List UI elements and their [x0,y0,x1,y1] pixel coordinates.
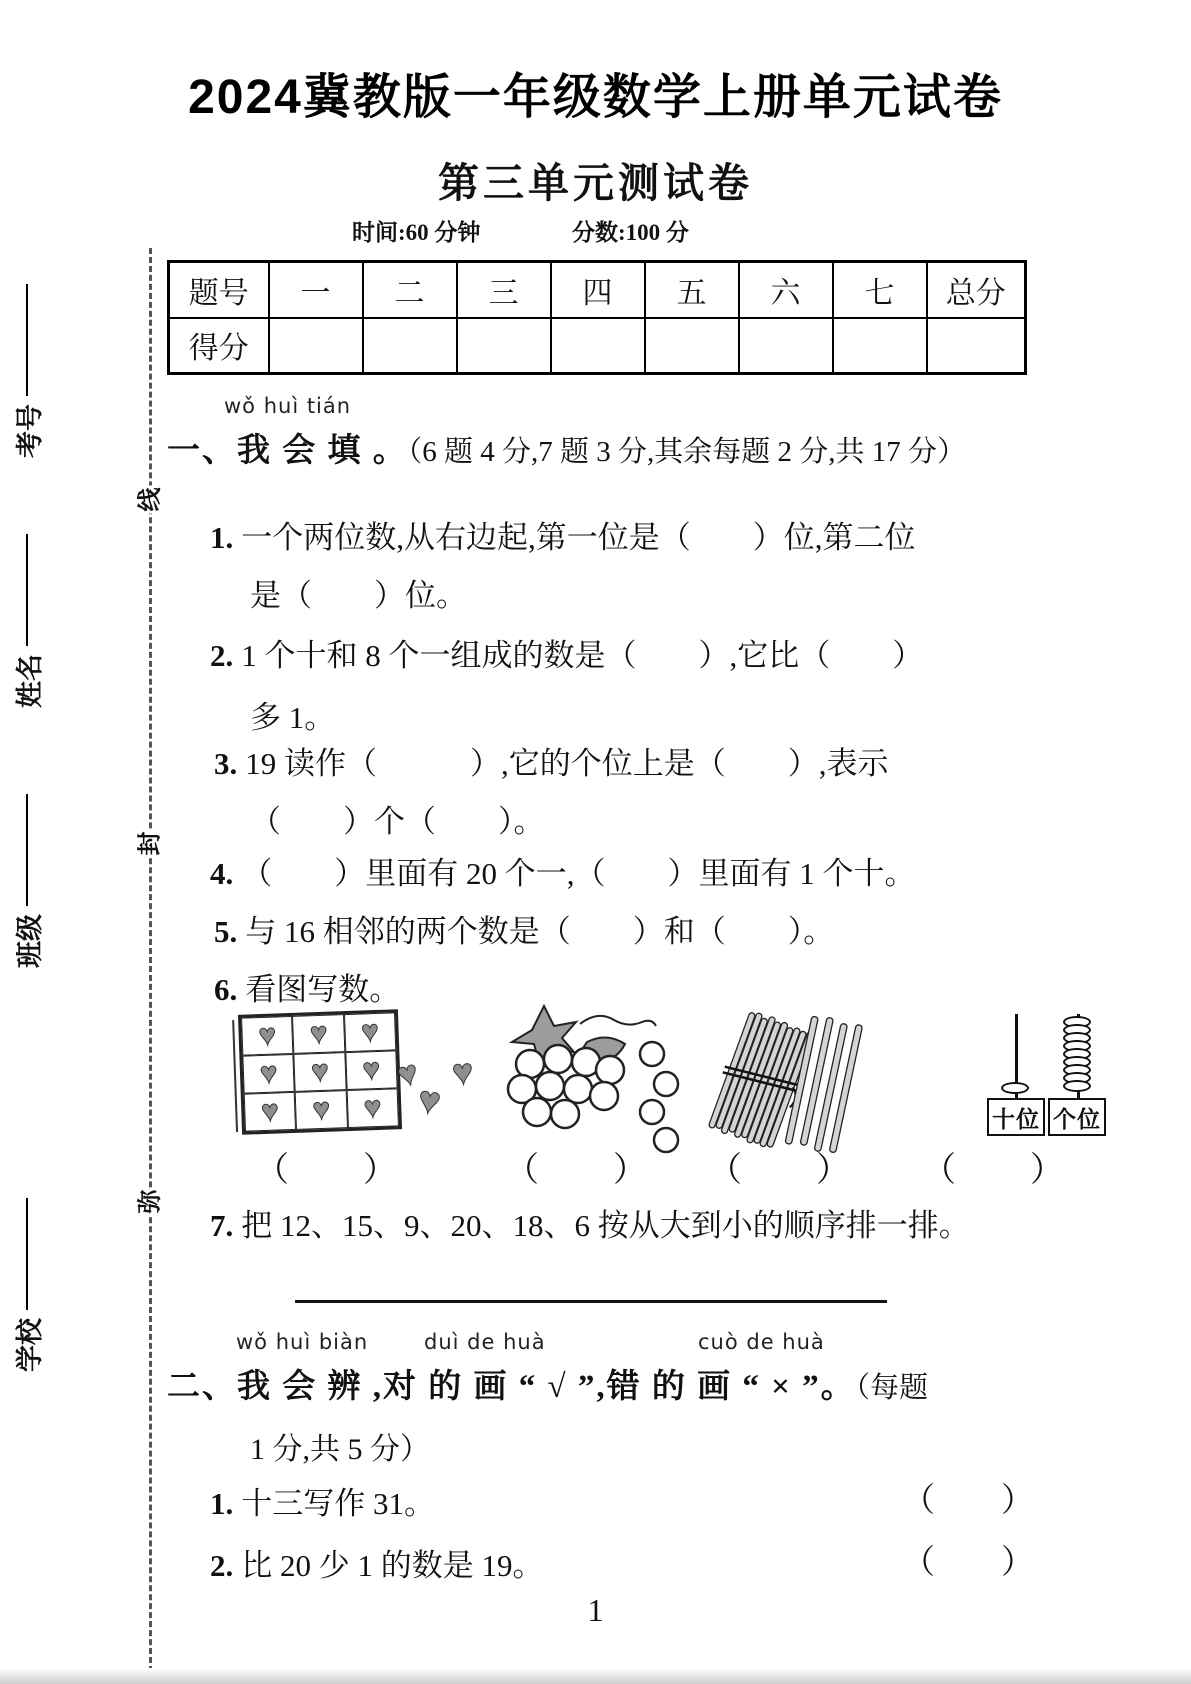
abacus-image [985,1010,1111,1142]
section1-pinyin: wǒ huì tián [224,394,352,418]
picture-answer-blank-3: （ ） [708,1152,852,1189]
heart-icon: ♥ [361,1052,381,1087]
section2-pinyin-1: wǒ huì biàn [236,1330,369,1354]
score-cell-empty [269,318,363,374]
student-name-label: 姓名 [14,654,45,708]
question-5-line: 5. 与 16 相邻的两个数是（ ）和（ ）。 [214,914,835,949]
score-row-label: 得分 [169,318,269,374]
score-table-header-row [169,262,1026,318]
question-3-line-2: （ ）个（ ）。 [250,804,545,839]
col-header-6: 六 [739,262,833,318]
question-4-line: 4. （ ）里面有 20 个一,（ ）里面有 1 个十。 [210,856,916,891]
col-header-7: 七 [833,262,927,318]
section2-question-2-answer-blank: （ ） [902,1545,1034,1581]
picture-answer-blank-4: （ ） [922,1152,1066,1189]
section1-score-note: （6 题 4 分,7 题 3 分,其余每题 2 分,共 17 分） [407,436,967,468]
school-label: 学校 [14,1318,45,1372]
section2-score-note-2: 1 分,共 5 分） [250,1433,430,1466]
section2-question-1-answer-blank: （ ） [902,1483,1034,1519]
total-score-header: 总分 [927,262,1026,318]
heart-icon: ♥ [309,1016,329,1051]
page-number: 1 [587,1592,604,1628]
score-cell-empty [833,318,927,374]
abacus-tens-label: 十位 [987,1098,1045,1136]
col-header-1: 一 [269,262,363,318]
seal-char-feng: 封 [124,830,171,858]
col-header-3: 三 [457,262,551,318]
section2-pinyin-2: duì de huà [424,1330,546,1354]
section2-question-1: 1. 十三写作 31。 [210,1486,435,1521]
question-2-line-2: 多 1。 [250,700,336,735]
heart-icon: ♥ [360,1014,380,1049]
time-limit-label: 时间:60 分钟 [352,220,481,245]
class-label: 班级 [14,914,45,968]
school-field [12,1198,45,1372]
section1-title [167,424,966,471]
section2-question-2: 2. 比 20 少 1 的数是 19。 [210,1548,544,1583]
class-blank [26,794,29,906]
picture-answer-blank-2: （ ） [505,1152,649,1189]
unit-test-title: 第三单元测试卷 [438,160,753,206]
heart-icon: ♥ [260,1094,280,1129]
section2-heading: 二、我 会 辨 ,对 的 画 “ √ ”,错 的 画 “ × ”。 [167,1369,856,1405]
score-cell-empty [645,318,739,374]
col-header-5: 五 [645,262,739,318]
abacus-bead [1001,1082,1029,1094]
hearts-box [238,1009,402,1135]
paper-title: 2024冀教版一年级数学上册单元试卷 [188,71,1003,124]
question-6-line: 6. 看图写数。 [214,972,401,1007]
student-name-field [12,534,45,708]
question-1-line-1: 1. 一个两位数,从右边起,第一位是（ ）位,第二位 [210,520,916,555]
abacus-bead [1063,1080,1091,1092]
section2-pinyin-3: cuò de huà [698,1330,825,1354]
col-header-4: 四 [551,262,645,318]
question-3-line-1: 3. 19 读作（ ）,它的个位上是（ ）,表示 [214,746,889,781]
school-blank [26,1198,29,1310]
exam-number-label: 考号 [14,404,45,458]
heart-icon: ♥ [311,1092,331,1127]
section2-title [167,1360,928,1407]
score-table [167,260,1027,375]
heart-icon: ♥ [363,1090,383,1125]
score-cell-empty [739,318,833,374]
heart-icon: ♥ [310,1054,330,1089]
score-cell-empty [457,318,551,374]
heart-icon: ♥ [393,1054,423,1095]
question-number-header: 题号 [169,262,269,318]
seal-char-line: 线 [124,486,171,514]
seal-dashed-line [149,248,152,1672]
heart-icon: ♥ [450,1051,475,1093]
score-cell-empty [363,318,457,374]
heart-icon: ♥ [415,1078,444,1124]
class-field [12,794,45,968]
col-header-2: 二 [363,262,457,318]
heart-icon: ♥ [259,1056,279,1091]
abacus-ones-label: 个位 [1048,1098,1106,1136]
full-score-label: 分数:100 分 [572,220,689,245]
grapes-image [492,1004,682,1161]
question-2-line-1: 2. 1 个十和 8 个一组成的数是（ ）,它比（ ） [210,638,924,673]
student-name-blank [26,534,29,646]
score-cell-empty [551,318,645,374]
seal-char-mi: 弥 [124,1188,171,1216]
question-7-answer-line [295,1300,887,1303]
picture-answer-blank-1: （ ） [255,1152,399,1189]
exam-number-field [12,284,45,458]
exam-number-blank [26,284,29,396]
section1-heading: 一、我 会 填 。 [167,433,408,469]
score-table-score-row [169,318,1026,374]
question-7-line: 7. 把 12、15、9、20、18、6 按从大到小的顺序排一排。 [210,1208,970,1243]
question-1-line-2: 是（ ）位。 [250,578,467,613]
score-cell-empty [927,318,1026,374]
scan-artifact [0,1668,1191,1684]
section2-score-note-1: （每题 [855,1372,929,1404]
heart-icon: ♥ [257,1018,277,1053]
